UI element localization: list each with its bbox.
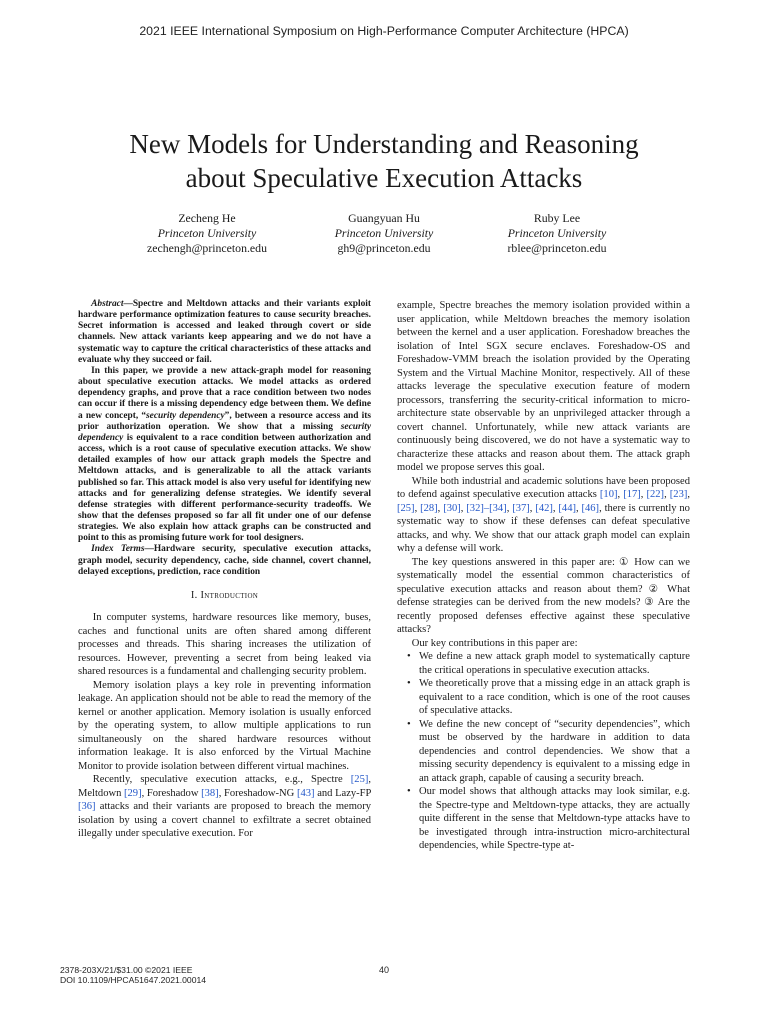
- citation-link[interactable]: [30]: [443, 502, 461, 514]
- citation-link[interactable]: [37]: [512, 502, 530, 514]
- paragraph-text: , Foreshadow-NG: [218, 787, 297, 799]
- left-column: [78, 299, 371, 841]
- citation-link[interactable]: [36]: [78, 801, 96, 813]
- author-affiliation: Princeton University: [334, 226, 434, 240]
- abstract-text: ”, between a resource access and its prior authorization operation. We show that a missing: [78, 410, 371, 432]
- list-item: [397, 785, 690, 853]
- bullet-icon: •: [407, 786, 411, 797]
- citation-link[interactable]: [10]: [599, 489, 618, 500]
- abstract-text: In this paper, we provide a new attack-graph model for reasoning about speculative execution attacks. We model attacks as ordered dependency graphs, and prove that a race condition between two nodes can occur if there is a missing dependency edge between them. We define a new concept, “: [78, 365, 371, 421]
- section-numeral: I.: [190, 589, 198, 601]
- author-email[interactable]: gh9@princeton.edu: [337, 241, 431, 255]
- citation-link[interactable]: [17]: [623, 489, 641, 500]
- author-name: Ruby Lee: [533, 211, 581, 225]
- abstract-text: is equivalent to a race condition between authorization and access, which is a root cause of speculative execution attacks. We show detailed examples of how our attack graph models the Spectre and Meltdown attacks, and is generalizable to all the attack variants published so far. This attack model is also very useful for identifying new attacks and for generalizing defense strategies. We identify several defense strategies with different performance-security tradeoffs. We show that the defenses proposed so far all fit under one of our defense strategies. We also explain how attack graphs can be constructed and point to this as promising future work for tool designers.: [78, 432, 371, 544]
- paper-title-line-1: New Models for Understanding and Reasoning: [129, 129, 639, 159]
- copyright-line: 2378-203X/21/$31.00 ©2021 IEEE: [60, 965, 193, 975]
- index-terms-label: Index Terms: [91, 544, 145, 555]
- right-paragraph-2: [397, 475, 690, 556]
- author-email[interactable]: rblee@princeton.edu: [507, 241, 607, 255]
- citation-link[interactable]: [38]: [201, 787, 219, 799]
- author-name: Zecheng He: [178, 211, 236, 225]
- copyright-footer: [60, 965, 206, 985]
- list-item: [397, 718, 690, 786]
- citation-link[interactable]: [25]: [397, 502, 415, 514]
- author-affiliation: Princeton University: [507, 226, 607, 240]
- abstract-text: Spectre and Meltdown attacks and their variants exploit hardware performance optimization features to cause security breaches. Secret information is accessed and leaked through covert or side channels. New attack variants keep appearing and we do not have a systematic way to capture the critical characteristics of these attacks and evaluate why they succeed or fail.: [78, 299, 371, 365]
- list-item-text: We theoretically prove that a missing edge in an attack graph is equivalent to a race condition, which is one of the root causes of speculative attacks.: [419, 678, 690, 716]
- contributions-list: [397, 650, 690, 853]
- abstract-term: security dependency: [78, 421, 371, 443]
- conference-header: 2021 IEEE International Symposium on High-Performance Computer Architecture (HPCA): [139, 24, 629, 38]
- abstract-paragraph-2: [78, 366, 371, 545]
- citation-link[interactable]: [25]: [350, 774, 369, 786]
- right-paragraph-4: Our key contributions in this paper are:: [411, 637, 578, 649]
- doi-line: DOI 10.1109/HPCA51647.2021.00014: [60, 975, 207, 985]
- citation-link[interactable]: [43]: [296, 787, 315, 799]
- intro-paragraph-2: Memory isolation plays a key role in preventing information leakage. An application should not be able to read the memory of the kernel or another application. Memory isolation is usually enforced by the operating system, to allow multiple applications to run simultaneously on the shared hardware resources without information leakage. It is also enforced by the Virtual Machine Monitor to provide isolation between different virtual machines.: [78, 679, 371, 772]
- citation-link[interactable]: [46]: [581, 502, 600, 514]
- index-terms-text: Hardware security, speculative execution attacks, graph model, security dependency, cache, side channel, covert channel, delayed exceptions, prediction, race condition: [78, 544, 371, 577]
- abstract-paragraph-1: Abstract—Spectre and Meltdown attacks and their variants exploit hardware performance optimization features to cause security breaches. Secret information is accessed and leaked through covert or side channels. New attack variants keep appearing and we do not have a systematic way to capture the critical characteristics of these attacks and evaluate why they succeed or fail.: [78, 299, 371, 365]
- section-heading-introduction: [78, 589, 371, 603]
- abstract-label: Abstract: [91, 299, 124, 309]
- section-title-text: Introduction: [200, 589, 259, 601]
- list-item-text: We define a new attack graph model to systematically capture the critical operations in speculative execution attacks.: [419, 651, 690, 676]
- citation-link[interactable]: [32]–[34]: [466, 502, 507, 514]
- citation-list: [10], [17], [22], [23], [25], [28], [30], [32]–[34], [37], [42], [44], [46]: [397, 489, 691, 514]
- index-terms: Index Terms—Hardware security, speculative execution attacks, graph model, security dependency, cache, side channel, covert channel, delayed exceptions, prediction, race condition: [78, 544, 371, 577]
- list-item-text: We define the new concept of “security dependencies”, which must be observed by the hardware in addition to data dependencies and control dependencies. We show that a missing security dependency is equivalent to a missing edge in an attack graph, capable of causing a security breach.: [419, 718, 690, 784]
- citation-link[interactable]: [28]: [420, 502, 438, 514]
- author-affiliation: Princeton University: [157, 226, 257, 240]
- right-paragraph-1: example, Spectre breaches the memory isolation provided within a user application, while Meltdown breaches the memory isolation between the kernel and a user application. Foreshadow breaches the isolation of Intel SGX secure enclaves. Foreshadow-OS and Foreshadow-VMM breach the isolation provided by the Operating System and the Virtual Machine Monitor, respectively. All of these attacks leverage the speculative execution feature of modern processors, transferring the security-critical information to micro-architecture state observable by an unprivileged attacker through a covert channel. Unfortunately, while new attack variants are continuously being discovered, we do not have a systematic way to characterize these attacks and reason about them. The attack graph model we propose serves this goal.: [397, 300, 690, 473]
- paragraph-text: , there is currently no systematic way to show if these defenses can defeat speculative attacks, and why. We show that our attack graph model can explain why a defense will work.: [397, 502, 690, 554]
- abstract-term: security dependency: [146, 410, 225, 421]
- bullet-icon: •: [407, 718, 411, 730]
- bullet-icon: •: [407, 651, 411, 662]
- page-number: 40: [378, 965, 389, 975]
- paper-title-line-2: about Speculative Execution Attacks: [185, 163, 583, 193]
- citation-link[interactable]: [29]: [124, 787, 142, 799]
- right-paragraph-3: The key questions answered in this paper are: ① How can we systematically model the essential common characteristics of speculative execution attacks and reason about them? ② What defense strategies can be derived from the new models? ③ Are the recently proposed defenses effective against these speculative attacks?: [397, 556, 690, 635]
- list-item-text: Our model shows that although attacks may look similar, e.g. the Spectre-type and Meltdown-type attacks, they are actually quite different in the sense that Meltdown-type attacks have to be investigated through intra-instruction micro-architectural dependencies, while Spectre-type at-: [419, 786, 690, 851]
- paragraph-text: Recently, speculative execution attacks, e.g., Spectre: [92, 774, 351, 786]
- author-block-3: [447, 211, 667, 256]
- bullet-icon: •: [407, 678, 411, 689]
- intro-paragraph-1: In computer systems, hardware resources like memory, buses, caches and functional units are often shared among different processes and threads. This sharing increases the utilization of resources. However, preventing a secret from being leaked via shared resources is a fundamental and challenging security problem.: [78, 612, 371, 678]
- paragraph-text: While both industrial and academic solutions have been proposed to defend against speculative execution attacks: [397, 475, 690, 500]
- citation-link[interactable]: [22]: [646, 489, 665, 500]
- paragraph-text: attacks and their variants are proposed to breach the memory isolation by using a covert channel to exfiltrate a secret obtained illegally under speculative execution. For: [78, 801, 371, 840]
- paragraph-text: , Meltdown: [78, 774, 371, 799]
- author-email[interactable]: zechengh@princeton.edu: [147, 241, 267, 255]
- paper-title: [60, 127, 708, 195]
- author-name: Guangyuan Hu: [348, 211, 420, 225]
- citation-link[interactable]: [23]: [669, 489, 688, 500]
- list-item: [397, 677, 690, 718]
- intro-paragraph-3: [78, 773, 371, 841]
- paragraph-text: and Lazy-FP: [314, 787, 372, 799]
- list-item: [397, 650, 690, 677]
- right-column: [397, 299, 690, 853]
- paragraph-text: , Foreshadow: [141, 787, 202, 799]
- citation-link[interactable]: [42]: [535, 502, 553, 514]
- citation-link[interactable]: [44]: [558, 502, 576, 514]
